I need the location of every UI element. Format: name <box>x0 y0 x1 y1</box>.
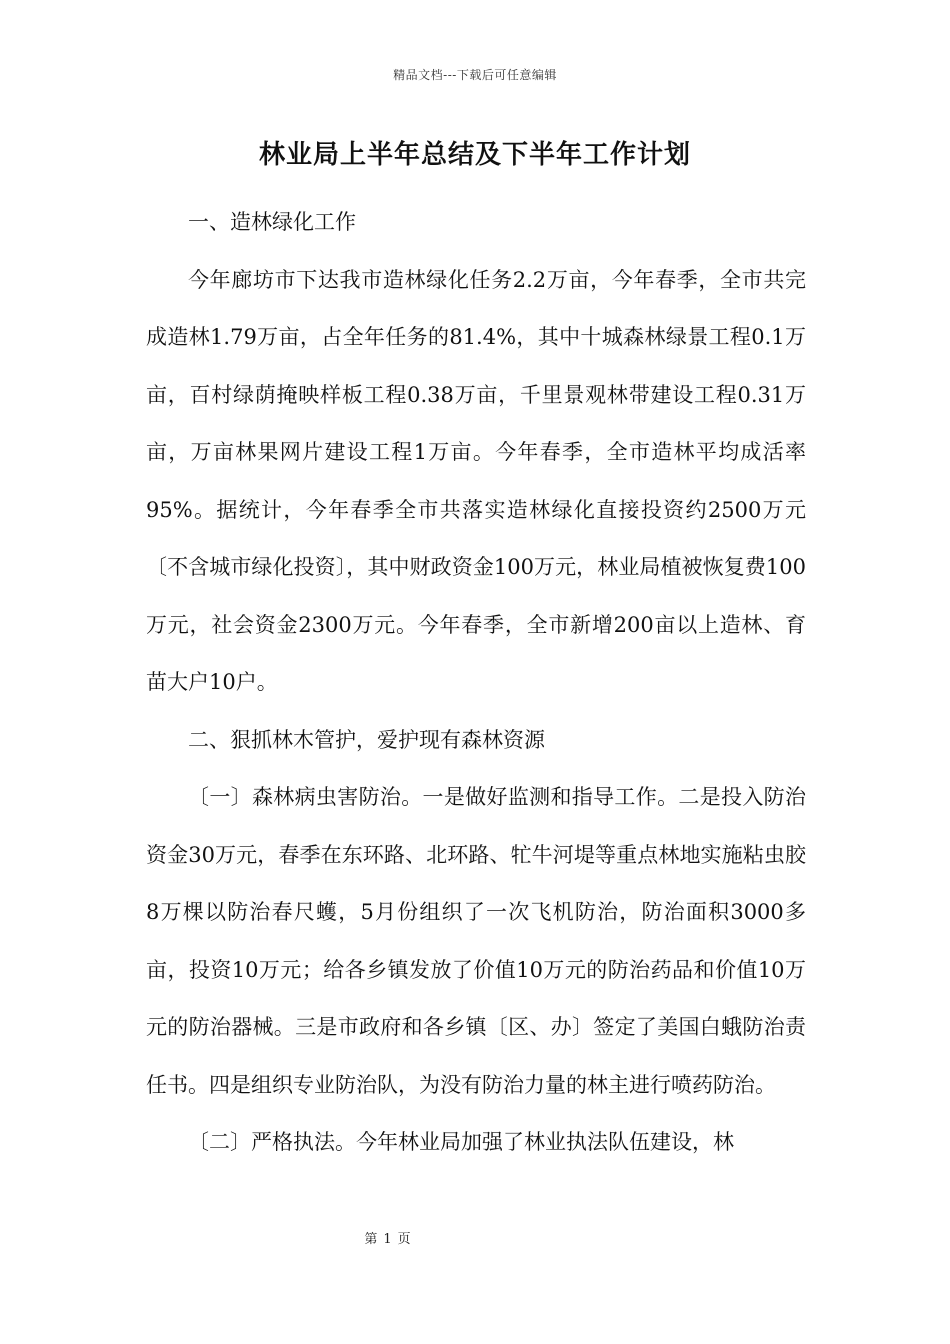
page-label-suffix: 页 <box>397 1232 411 1247</box>
document-title: 林业局上半年总结及下半年工作计划 <box>258 140 691 170</box>
paragraph-pest-control: 〔一〕森林病虫害防治。一是做好监测和指导工作。二是投入防治资金30万元，春季在东环路、北环路、牤牛河堤等重点林地实施粘虫胶8万棵以防治春尺蠖，5月份组织了一次飞机防治，防治面积3000多亩，投资10万元；给各乡镇发放了价值10万元的防治药品和价值10万元的防治器械。三是市政府和各乡镇〔区、办〕签定了美国白蛾防治责任书。四是组织专业防治队，为没有防治力量的林主进行喷药防治。 <box>146 785 806 1097</box>
page-footer <box>0 1228 775 1247</box>
page-label-prefix: 第 <box>364 1232 378 1247</box>
paragraph-afforestation: 今年廊坊市下达我市造林绿化任务2.2万亩，今年春季，全市共完成造林1.79万亩，占全年任务的81.4%，其中十城森林绿景工程0.1万亩，百村绿荫掩映样板工程0.38万亩，千里景观林带建设工程0.31万亩，万亩林果网片建设工程1万亩。今年春季，全市造林平均成活率95%。据统计，今年春季全市共落实造林绿化直接投资约2500万元〔不含城市绿化投资〕，其中财政资金100万元，林业局植被恢复费100万元，社会资金2300万元。今年春季，全市新增200亩以上造林、育苗大户10户。 <box>146 267 806 694</box>
section-heading-forest-protection: 二、狠抓林木管护，爱护现有森林资源 <box>188 727 545 752</box>
page-number: 1 <box>383 1232 392 1247</box>
header-note: 精品文档---下载后可任意编辑 <box>393 68 557 82</box>
section-heading-afforestation: 一、造林绿化工作 <box>188 210 356 234</box>
document-body <box>146 194 806 1172</box>
paragraph-law-enforcement: 〔二〕严格执法。今年林业局加强了林业执法队伍建设，林 <box>188 1130 734 1154</box>
